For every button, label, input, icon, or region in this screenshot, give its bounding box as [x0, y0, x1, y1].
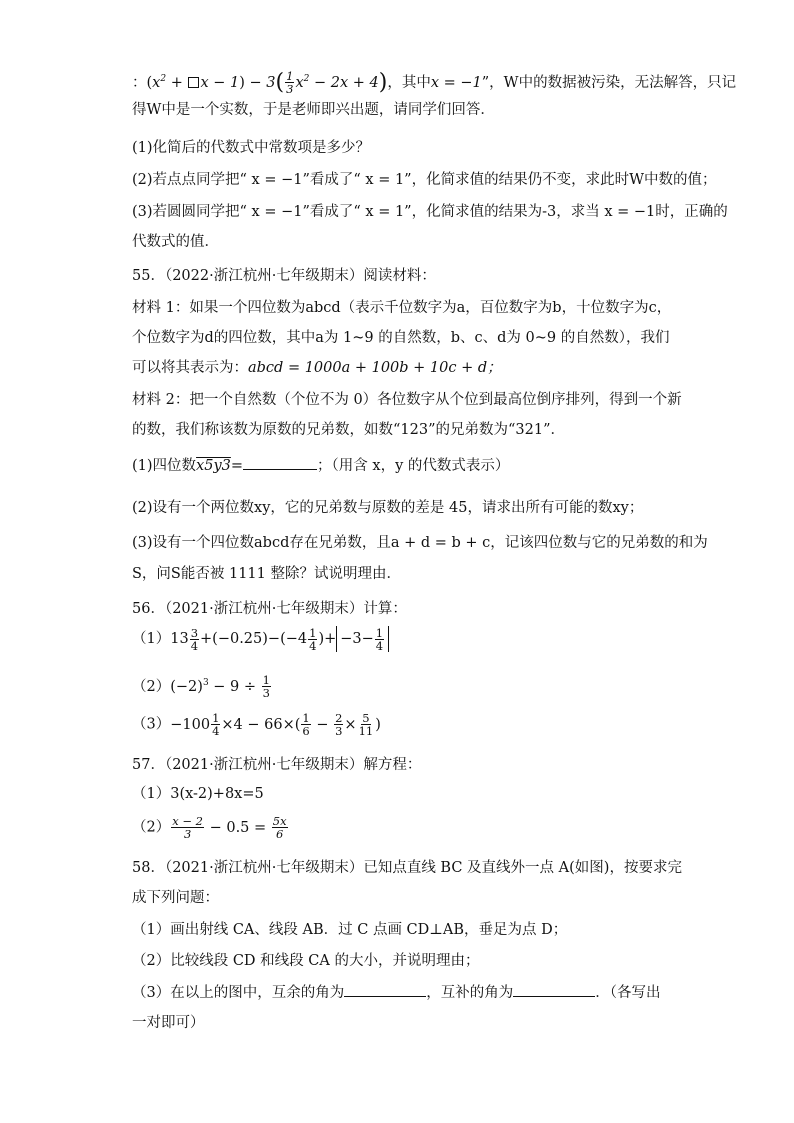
- q56-item1-expression: 13 $\frac{3}{4}$ +(−0.25)−(−4 $\frac{1}{4}$ )+ −3− $\frac{1}{4}$: [170, 631, 389, 647]
- q55-material1-text: 可以将其表示为：: [132, 360, 248, 376]
- q55-heading: 55．（2022·浙江杭州·七年级期末）阅读材料：: [132, 268, 436, 284]
- q58-item3-text-b: ，互补的角为: [426, 985, 514, 1001]
- q56-item2: [132, 672, 672, 699]
- answer-blank-complementary[interactable]: [344, 982, 426, 997]
- q56-heading: 56．（2021·浙江杭州·七年级期末）计算：: [132, 601, 407, 617]
- q58-heading-line2: 成下列问题：: [132, 890, 219, 906]
- q54-text-line1: ”，W中的数据被污染，无法解答，只记: [481, 74, 737, 91]
- q55-material1-line1: 材料 1：如果一个四位数为abcd（表示千位数字为a，百位数字为b，十位数字为c，: [132, 300, 672, 316]
- q56-item1: [132, 626, 672, 652]
- q58-heading-line1: 58．（2021·浙江杭州·七年级期末）已知点直线 BC 及直线外一点 A(如图)，按要求完: [132, 860, 682, 876]
- q54-part3-line1: (3)若圆圆同学把“ x = −1”看成了“ x = 1”，化简求值的结果为-3，求当 x = −1时，正确的: [132, 204, 728, 220]
- q57-heading: 57．（2021·浙江杭州·七年级期末）解方程：: [132, 757, 422, 773]
- q57-item2-label: （2）: [132, 819, 171, 836]
- q56-item2-label: （2）: [132, 678, 171, 695]
- q58-item1: （1）画出射线 CA、线段 AB．过 C 点画 CD⊥AB，垂足为点 D；: [132, 922, 568, 938]
- q54-expression-line: [132, 68, 737, 97]
- q55-part2: (2)设有一个两位数xy，它的兄弟数与原数的差是 45，请求出所有可能的数xy；: [132, 500, 644, 516]
- q55-part1-equals: =: [230, 458, 244, 474]
- q55-material1-line3: [132, 357, 672, 379]
- q58-item2: （2）比较线段 CD 和线段 CA 的大小，并说明理由；: [132, 953, 480, 969]
- q55-material1-line2: 个位数字为d的四位数，其中a为 1~9 的自然数，b、c、d为 0~9 的自然数），我们: [132, 330, 670, 346]
- q54-expr-tail: ，其中: [387, 74, 431, 91]
- q58-item3-text-c: ．（各写出: [595, 985, 661, 1001]
- q56-item2-expression: $(-2)^3 - 9$ ÷ $\frac{1}{3}$: [170, 673, 270, 701]
- answer-blank[interactable]: [243, 455, 317, 470]
- q55-material1-formula: abcd = 1000a + 100b + 10c + d；: [248, 360, 502, 376]
- q55-part1-number: x5y3: [196, 458, 231, 474]
- blurred-box-icon: [188, 77, 199, 88]
- answer-blank-supplementary[interactable]: [513, 982, 595, 997]
- q54-part3-line2: 代数式的值．: [132, 234, 219, 250]
- q58-item3-line2: 一对即可）: [132, 1015, 205, 1031]
- q57-item2-expression: $\frac{x - 2}{3}$ − 0.5 = $\frac{5x}{6}$: [172, 814, 287, 841]
- q58-item3: [132, 982, 672, 1004]
- q55-part3-line2: S，问S能否被 1111 整除？试说明理由．: [132, 566, 401, 582]
- q54-part2: (2)若点点同学把“ x = −1”看成了“ x = 1”，化简求值的结果仍不变，求此时W中数的值；: [132, 172, 717, 188]
- q56-item1-label: （1）: [132, 631, 171, 647]
- q56-item3: [132, 712, 672, 737]
- q55-material2-line2: 的数，我们称该数为原数的兄弟数，如数“123”的兄弟数为“321”．: [132, 422, 566, 438]
- q54-prefix: ：: [132, 74, 147, 91]
- q55-material2-line1: 材料 2：把一个自然数（个位不为 0）各位数字从个位到最高位倒序排列，得到一个新: [132, 392, 682, 408]
- q56-item3-label: （3）: [132, 716, 171, 733]
- q55-part1-hint: ；（用含 x，y 的代数式表示）: [317, 458, 510, 474]
- q57-item1: （1）3(x-2)+8x=5: [132, 786, 264, 802]
- q55-part1-label: (1)四位数: [132, 458, 197, 474]
- q58-item3-text-a: （3）在以上的图中，互余的角为: [132, 985, 345, 1001]
- q54-expression: $(x^2 + x - 1) - 3$( $\frac{1}{3}$ $x^2 - 2x + 4$): [146, 69, 388, 97]
- q55-part1: [132, 455, 672, 477]
- q54-part1: (1)化简后的代数式中常数项是多少？: [132, 140, 371, 156]
- q57-item2: [132, 815, 672, 840]
- q54-text-line2: 得W中是一个实数，于是老师即兴出题，请同学们回答．: [132, 102, 495, 118]
- q55-part3-line1: (3)设有一个四位数abcd存在兄弟数，且a + d = b + c，记该四位数与它的兄弟数的和为: [132, 535, 708, 551]
- q56-item3-expression: −100 $\frac{1}{4}$ ×4 − 66×( $\frac{1}{6}$ − $\frac{2}{3}$ × $\frac{5}{11}$ ): [170, 711, 381, 738]
- q54-x-condition: x = −1: [430, 74, 482, 91]
